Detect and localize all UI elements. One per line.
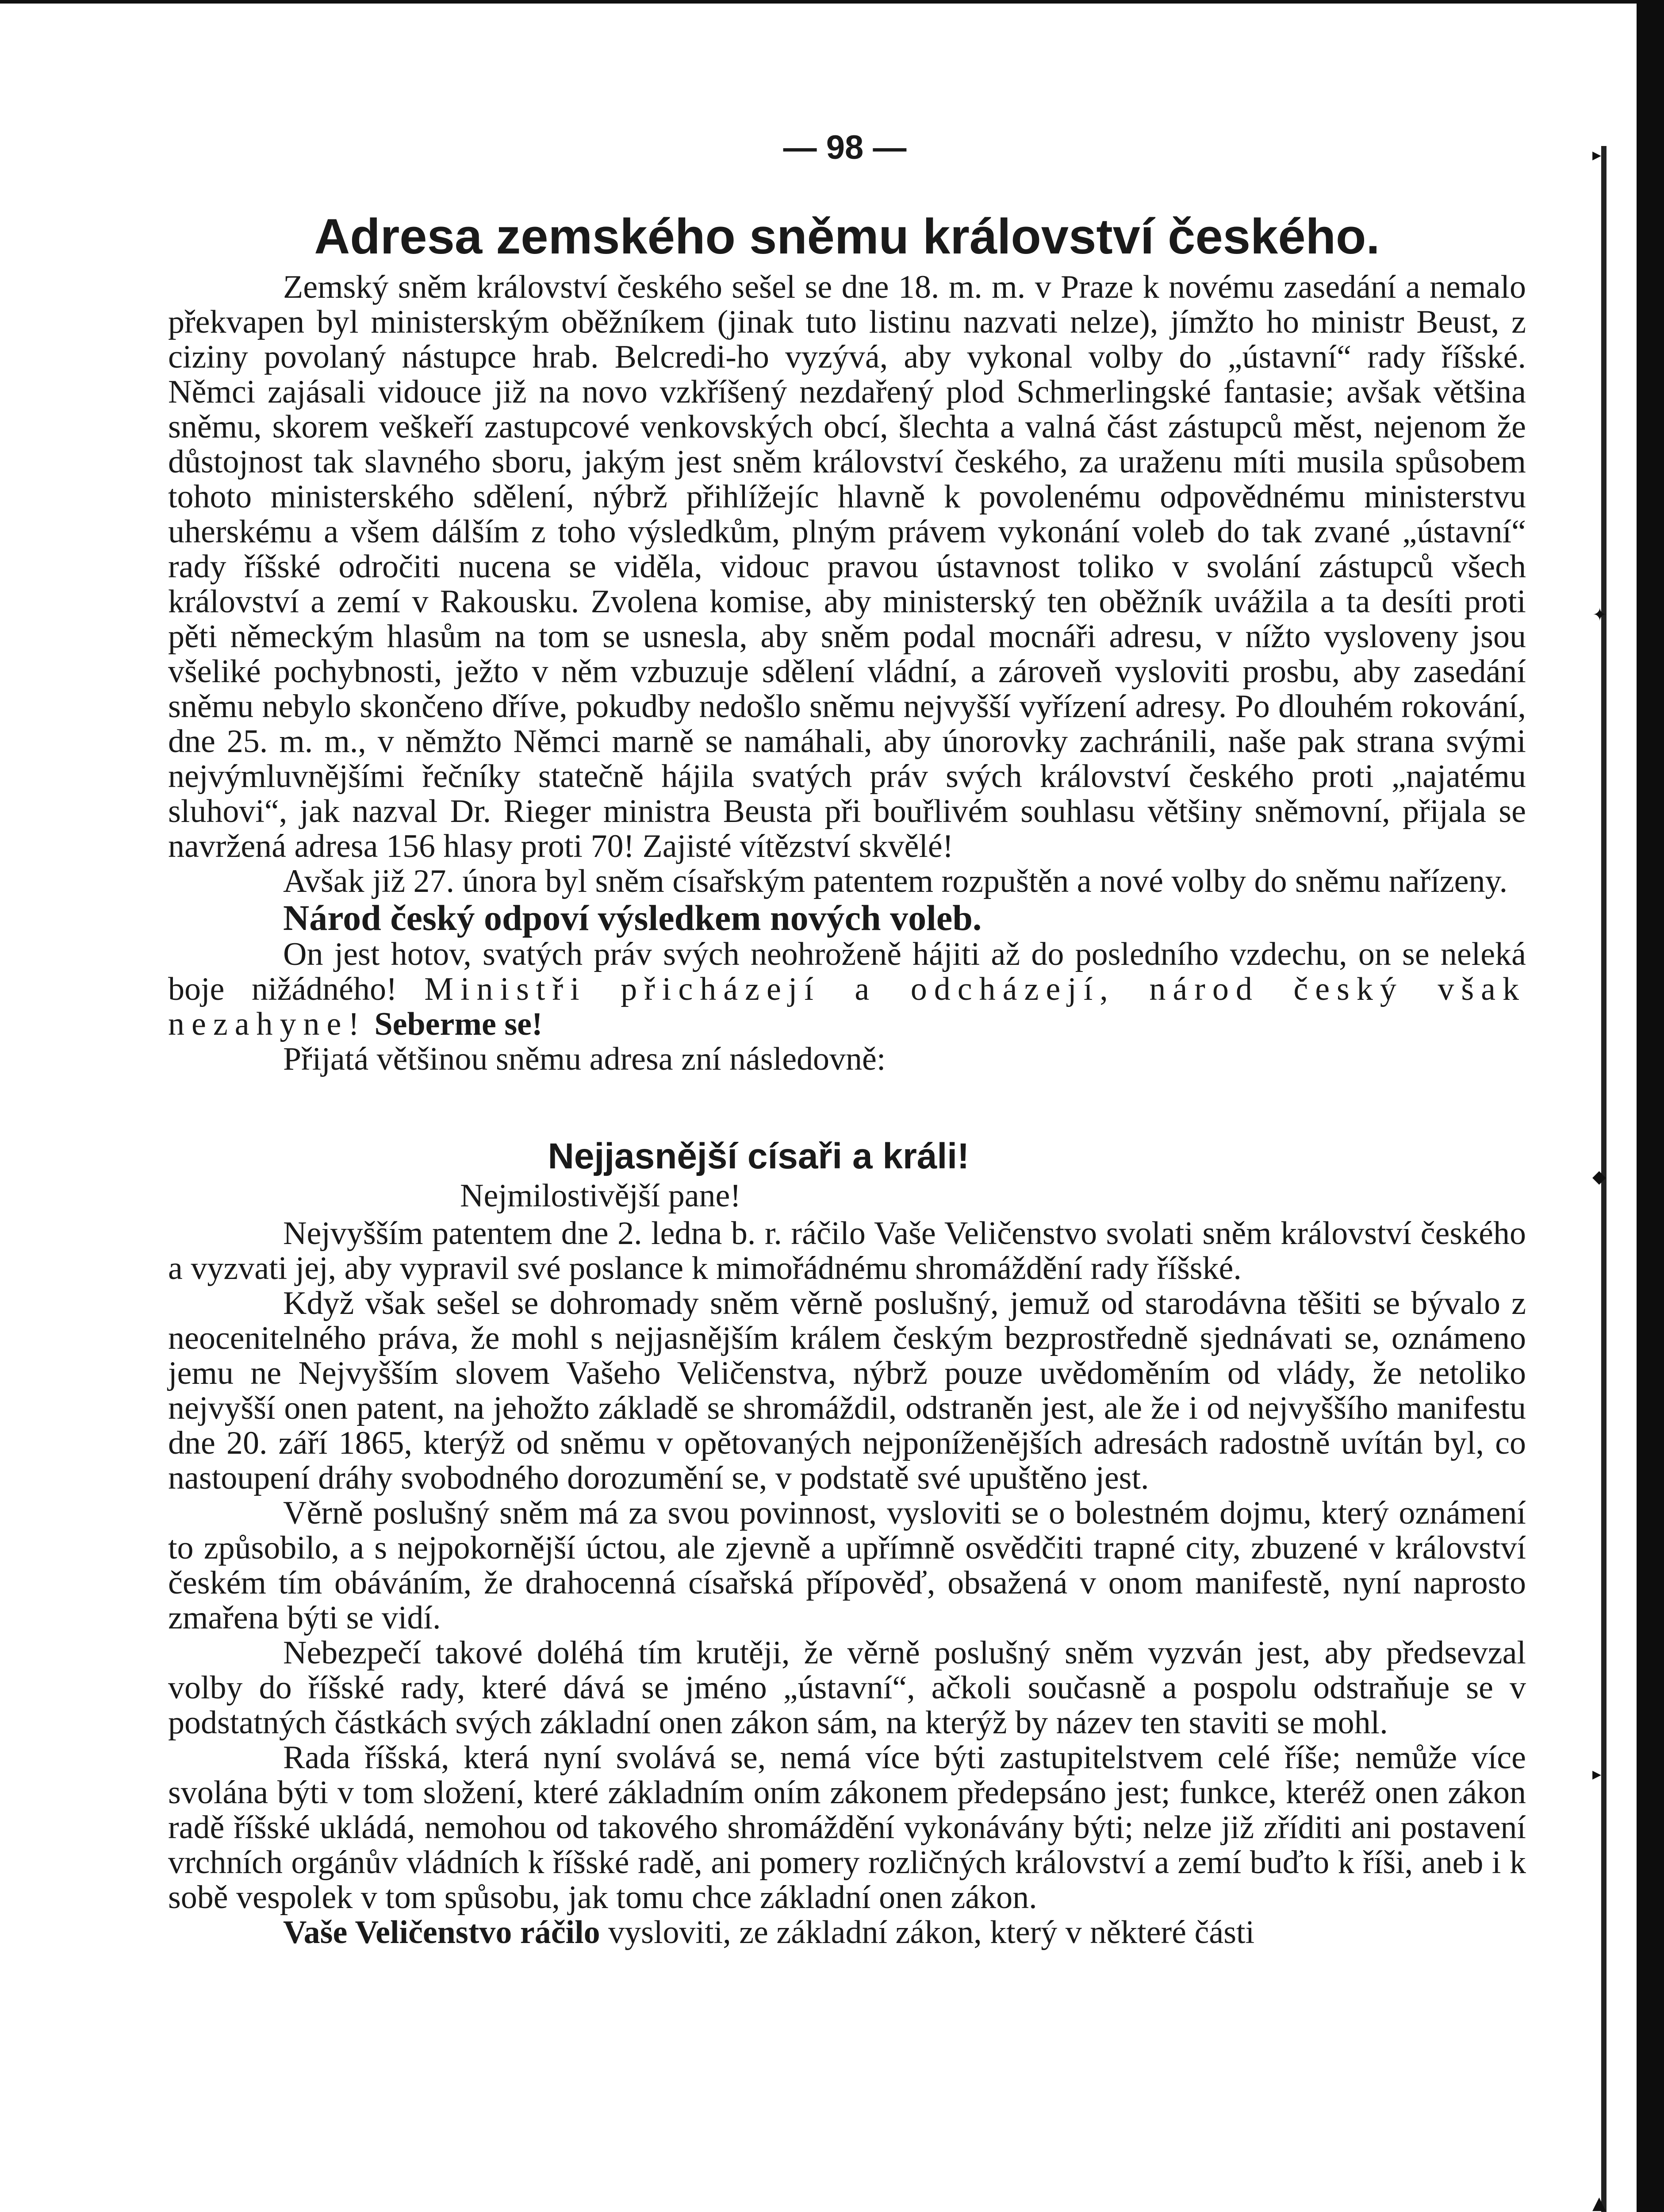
closing-paragraph [168,937,1526,1042]
address-paragraph: Když však sešel se dohromady sněm věrně poslušný, jemuž od starodávna těšiti se bývalo z neocenitelného práva, že mohl s nejjasnějším králem českým bezprostředně sjednávati se, oznámeno jemu ne Nejvyšším slovem Vašeho Veličenstva, nýbrž pouze uvědoměním od vlády, že netoliko nejvyšší onen patent, na jehožto základě se shromáždil, odstraněn jest, ale že i od nejvyššího manifestu dne 20. září 1865, kterýž od sněmu v opětovaných nejponíženějších adresách radostně uvítán byl, co nastoupení dráhy svobodného dorozumění se, v podstatě své upuštěno jest. [168,1285,1526,1496]
page-title: Adresa zemského sněmu království českého. [314,209,1380,264]
bold-statement: Národ český odpoví výsledkem nových voleb. [283,898,982,938]
address-heading: Nejjasnější císaři a králi! [548,1136,970,1176]
page-content [168,204,1526,1950]
margin-mark-icon: ▸ [1592,1764,1602,1784]
bold-exclamation: Seberme se! [374,1006,543,1042]
intro-paragraph: Zemský sněm království českého sešel se dne 18. m. m. v Praze k novému zasedání a nemalo překvapen byl ministerským oběžníkem (jinak tuto listinu nazvati nelze), jímžto ho ministr Beust, z ciziny povolaný nástupce hrab. Belcredi-ho vyzývá, aby vykonal volby do „ústavní“ rady říšské. Němci zajásali vidouce již na novo vzkříšený nezdařený plod Schmerlingské fantasie; avšak většina sněmu, skorem veškeří zastupcové venkovských obcí, šlechta a valná část zástupců měst, nejenom že důstojnost tak slavného sboru, jakým jest sněm království českého, za uraženu míti musila spůsobem tohoto ministerského sdělení, nýbrž přihlížejíc hlavně k povolenému odpovědnému ministerstvu uherskému a všem dálším z toho výsledkům, plným právem vykonání voleb do tak zvané „ústavní“ rady říšské odročiti nucena se viděla, vidouc pravou ústavnost toliko v svolání zástupců všech království a zemí v Rakousku. Zvolena komise, aby ministerský ten oběžník uvážila a ta desíti proti pěti německým hlasům na tom se usnesla, aby sněm podal mocnáři adresu, v nížto vysloveny jsou všeliké pochybnosti, ježto v něm vzbuzuje sdělení vládní, a zároveň vysloviti prosbu, aby zasedání sněmu nebylo skončeno dříve, pokudby nedošlo sněmu nejvyšší vyřízení adresy. Po dlouhém rokování, dne 25. m. m., v němžto Němci marně se namáhali, aby únorovky zachránili, naše pak strana svými nejvýmluvnějšími řečníky statečně hájila svatých práv svých království českého proti „najatému sluhovi“, jak nazval Dr. Rieger ministra Beusta při bouřlivém souhlasu většiny sněmovní, přijala se navržená adresa 156 hlasy proti 70! Zajisté vítězství skvělé! [168,269,1526,864]
margin-mark-icon: ▲ [1592,2193,1606,2212]
address-last-line [168,1915,1526,1950]
lead-in-line: Přijatá většinou sněmu adresa zní následovně: [283,1041,886,1077]
closing-text: On jest hotov, svatých práv svých neohroženě hájiti až do posledního vzdechu, on se neleká boje nižádného! [168,936,1526,1007]
margin-mark-icon: ◆ [1592,1167,1606,1187]
address-paragraph: Věrně poslušný sněm má za svou povinnost, vysloviti se o bolestném dojmu, který oznámení to způsobilo, a s nejpokornější úctou, ale zjevně a upřímně osvědčiti trapné city, zbuzené v království českém tím obáváním, že drahocenná císařská přípověď, obsažená v onom manifestě, nyní naprosto zmařena býti se vidí. [168,1495,1526,1636]
page-edge-right [1637,0,1664,2212]
salutation: Nejmilostivější pane! [460,1178,741,1214]
last-line-bold: Vaše Veličenstvo ráčilo [283,1914,600,1951]
page-number: — 98 — [783,129,907,166]
address-paragraph: Rada říšská, která nyní svolává se, nemá více býti zastupitelstvem celé říše; nemůže více svolána býti v tom složení, které základním oním zákonem předepsáno jest; funkce, kteréž onen zákon radě říšské ukládá, nemohou od takového shromáždění vykonávány býti; nelze již zříditi ani postavení vrchních orgánův vládních k říšské radě, ani pomery rozličných království a zemí buďto k říši, aneb i k sobě vespolek v tom spůsobu, jak tomu chce základní onen zákon. [168,1740,1526,1916]
last-line-text: vysloviti, ze základní zákon, který v některé části [608,1914,1255,1951]
page-edge-top [0,0,1664,4]
address-paragraph: Nebezpečí takové doléhá tím krutěji, že věrně poslušný sněm vyzván jest, aby předsevzal volby do říšské rady, které dává se jméno „ústavní“, ačkoli současně a pospolu odstraňuje se v podstatných částkách svých základní onen zákon sám, na kterýž by název ten staviti se mohl. [168,1635,1526,1741]
spaced-text: Ministři přicházejí a odcházejí, národ český však nezahyne! [168,971,1526,1042]
margin-mark-icon: ✦ [1592,605,1607,625]
address-paragraph: Nejvyšším patentem dne 2. ledna b. r. ráčilo Vaše Veličenstvo svolati sněm království českého a vyzvati jej, aby vypravil své poslance k mimořádnému shromáždění rady říšské. [168,1215,1526,1286]
intro-paragraph: Avšak již 27. února byl sněm císařským patentem rozpuštěn a nové volby do sněmu nařízeny. [283,863,1508,899]
margin-mark-icon: ▸ [1592,145,1602,165]
